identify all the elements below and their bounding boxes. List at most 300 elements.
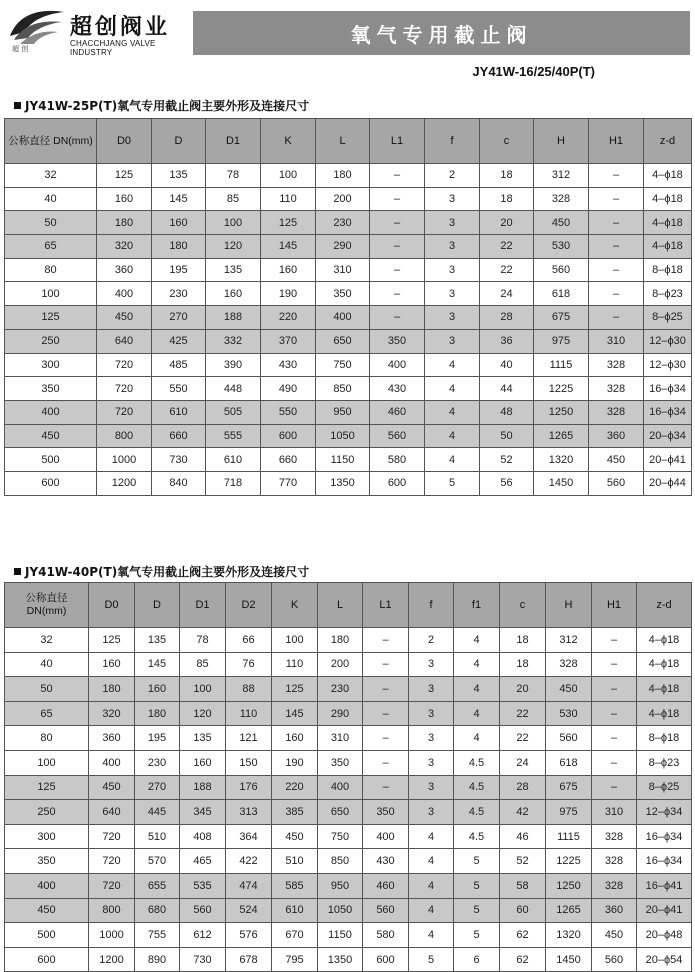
table-cell: 180 <box>135 701 180 726</box>
table-cell: 40 <box>5 187 97 211</box>
table-cell: – <box>592 775 637 800</box>
table1-title-row <box>14 97 309 114</box>
table-cell: 5 <box>454 898 500 923</box>
table-cell: – <box>370 282 425 306</box>
table-cell: 422 <box>226 849 272 874</box>
table-cell: 450 <box>589 448 644 472</box>
table-cell: 450 <box>592 923 637 948</box>
table-cell: 670 <box>272 923 318 948</box>
table-cell: 610 <box>152 400 206 424</box>
table-cell: 125 <box>5 775 89 800</box>
column-header: L <box>316 119 370 164</box>
table-cell: 50 <box>5 211 97 235</box>
table-cell: 680 <box>135 898 180 923</box>
column-header: z-d <box>644 119 692 164</box>
table-cell: 3 <box>409 800 454 825</box>
table-cell: 20–ϕ54 <box>637 947 692 972</box>
table-cell: 24 <box>480 282 534 306</box>
table-cell: 795 <box>272 947 318 972</box>
table-cell: 28 <box>500 775 546 800</box>
table-cell: 1320 <box>534 448 589 472</box>
table-cell: 3 <box>409 652 454 677</box>
table-cell: 190 <box>272 750 318 775</box>
table-cell: 100 <box>180 677 226 702</box>
table-cell: 160 <box>180 750 226 775</box>
table-cell: 230 <box>316 211 370 235</box>
table-cell: 510 <box>272 849 318 874</box>
table-row <box>5 424 692 448</box>
table-cell: 22 <box>500 701 546 726</box>
table-cell: 1150 <box>316 448 370 472</box>
table-cell: 1000 <box>89 923 135 948</box>
table-cell: 4 <box>454 652 500 677</box>
table-cell: 3 <box>409 750 454 775</box>
table-cell: 400 <box>370 353 425 377</box>
table-cell: 450 <box>89 775 135 800</box>
table-cell: – <box>592 701 637 726</box>
column-header: H1 <box>592 583 637 628</box>
table-cell: – <box>592 726 637 751</box>
table-cell: 8–ϕ25 <box>644 306 692 330</box>
table-cell: 4–ϕ18 <box>637 677 692 702</box>
table-cell: 4 <box>454 701 500 726</box>
table-cell: 718 <box>206 471 261 495</box>
table-header-row <box>5 583 692 628</box>
table-cell: 20–ϕ41 <box>644 448 692 472</box>
table-cell: 1265 <box>534 424 589 448</box>
table-cell: 5 <box>425 471 480 495</box>
table-cell: 320 <box>89 701 135 726</box>
table-cell: 850 <box>316 377 370 401</box>
table-cell: – <box>589 306 644 330</box>
table-cell: 640 <box>89 800 135 825</box>
table-cell: – <box>589 211 644 235</box>
table-cell: 46 <box>500 824 546 849</box>
table-cell: – <box>592 750 637 775</box>
table-cell: 350 <box>316 282 370 306</box>
table-cell: 135 <box>206 258 261 282</box>
table-cell: 400 <box>5 400 97 424</box>
table-cell: 950 <box>318 873 363 898</box>
table-row <box>5 258 692 282</box>
table-cell: 85 <box>206 187 261 211</box>
table-cell: 450 <box>5 424 97 448</box>
table-cell: 600 <box>5 471 97 495</box>
table-cell: 328 <box>589 353 644 377</box>
table-cell: 100 <box>272 628 318 653</box>
table-cell: 360 <box>89 726 135 751</box>
table-cell: 400 <box>318 775 363 800</box>
table-cell: 328 <box>592 824 637 849</box>
table-cell: 18 <box>500 652 546 677</box>
table-cell: 560 <box>546 726 592 751</box>
table-cell: 570 <box>135 849 180 874</box>
table-cell: 328 <box>534 187 589 211</box>
table-cell: 1250 <box>546 873 592 898</box>
table-cell: 65 <box>5 701 89 726</box>
table-cell: 20 <box>480 211 534 235</box>
table-cell: 430 <box>370 377 425 401</box>
table-cell: 408 <box>180 824 226 849</box>
dimension-table-40p <box>4 582 692 972</box>
table-cell: 975 <box>546 800 592 825</box>
table-cell: 550 <box>261 400 316 424</box>
column-header: L <box>318 583 363 628</box>
table-cell: 560 <box>363 898 409 923</box>
table-cell: 4 <box>409 824 454 849</box>
table-cell: 85 <box>180 652 226 677</box>
table-cell: 6 <box>454 947 500 972</box>
table-cell: 530 <box>546 701 592 726</box>
column-header: c <box>500 583 546 628</box>
table-cell: 44 <box>480 377 534 401</box>
table-cell: 730 <box>180 947 226 972</box>
table-cell: 80 <box>5 258 97 282</box>
table-cell: 125 <box>261 211 316 235</box>
table-cell: 220 <box>261 306 316 330</box>
table-cell: 32 <box>5 628 89 653</box>
table-cell: 135 <box>152 164 206 188</box>
table-cell: 720 <box>89 849 135 874</box>
table-cell: 1225 <box>534 377 589 401</box>
table-cell: – <box>589 235 644 259</box>
table-cell: 121 <box>226 726 272 751</box>
table-cell: 1450 <box>534 471 589 495</box>
table-cell: 370 <box>261 329 316 353</box>
table-cell: 160 <box>97 187 152 211</box>
table-row <box>5 211 692 235</box>
table-cell: 675 <box>534 306 589 330</box>
table-cell: 448 <box>206 377 261 401</box>
table-cell: 312 <box>546 628 592 653</box>
table-cell: 160 <box>152 211 206 235</box>
table-cell: – <box>370 164 425 188</box>
table-cell: 660 <box>152 424 206 448</box>
column-header: H <box>546 583 592 628</box>
table-cell: 4 <box>425 400 480 424</box>
table-cell: 840 <box>152 471 206 495</box>
table-cell: 145 <box>152 187 206 211</box>
table-cell: 364 <box>226 824 272 849</box>
table-cell: 8–ϕ18 <box>637 726 692 751</box>
column-header: D1 <box>206 119 261 164</box>
column-header: L1 <box>363 583 409 628</box>
table-cell: 145 <box>261 235 316 259</box>
table-cell: 4 <box>425 448 480 472</box>
table-cell: 120 <box>206 235 261 259</box>
table-row <box>5 947 692 972</box>
table-cell: 2 <box>425 164 480 188</box>
column-header: L1 <box>370 119 425 164</box>
table-cell: 4–ϕ18 <box>644 211 692 235</box>
table-row <box>5 824 692 849</box>
table-cell: 18 <box>500 628 546 653</box>
table-cell: 576 <box>226 923 272 948</box>
table-cell: 535 <box>180 873 226 898</box>
table-cell: 655 <box>135 873 180 898</box>
table-cell: 50 <box>480 424 534 448</box>
table-cell: 332 <box>206 329 261 353</box>
table-cell: 660 <box>261 448 316 472</box>
table-cell: 650 <box>316 329 370 353</box>
table-cell: 3 <box>409 775 454 800</box>
table-cell: – <box>589 164 644 188</box>
table-cell: 52 <box>480 448 534 472</box>
table-cell: – <box>363 628 409 653</box>
table-cell: 145 <box>272 701 318 726</box>
column-header: K <box>272 583 318 628</box>
table-row <box>5 677 692 702</box>
table-cell: 600 <box>5 947 89 972</box>
table-cell: 4.5 <box>454 750 500 775</box>
table-cell: 5 <box>454 923 500 948</box>
table-cell: 3 <box>425 306 480 330</box>
table-row <box>5 164 692 188</box>
table-cell: 145 <box>135 652 180 677</box>
table-cell: 1350 <box>316 471 370 495</box>
table-cell: 1450 <box>546 947 592 972</box>
table-cell: 4 <box>425 377 480 401</box>
table-cell: 135 <box>135 628 180 653</box>
table-cell: 400 <box>363 824 409 849</box>
table-cell: 450 <box>97 306 152 330</box>
table-cell: 120 <box>180 701 226 726</box>
table-cell: 618 <box>546 750 592 775</box>
column-header: D <box>135 583 180 628</box>
table-cell: 328 <box>592 873 637 898</box>
table-cell: 328 <box>589 400 644 424</box>
table-cell: 320 <box>97 235 152 259</box>
table-cell: 50 <box>5 677 89 702</box>
table-cell: 24 <box>500 750 546 775</box>
table-cell: 200 <box>316 187 370 211</box>
table-cell: 22 <box>480 258 534 282</box>
table-cell: – <box>363 701 409 726</box>
table-cell: 430 <box>363 849 409 874</box>
table-cell: 460 <box>363 873 409 898</box>
table-cell: 250 <box>5 329 97 353</box>
table-row <box>5 652 692 677</box>
table-cell: 560 <box>180 898 226 923</box>
table-cell: 524 <box>226 898 272 923</box>
table-cell: 618 <box>534 282 589 306</box>
table-cell: – <box>592 677 637 702</box>
table-cell: 160 <box>206 282 261 306</box>
logo-small-text: 超 创 <box>12 45 29 53</box>
table-cell: 20 <box>500 677 546 702</box>
table-cell: 110 <box>272 652 318 677</box>
table-cell: 48 <box>480 400 534 424</box>
table-cell: 1115 <box>546 824 592 849</box>
bullet-square-icon <box>14 102 21 109</box>
table-cell: 4 <box>454 726 500 751</box>
table-cell: – <box>370 187 425 211</box>
table-cell: – <box>589 282 644 306</box>
table-cell: 750 <box>316 353 370 377</box>
table-cell: 78 <box>206 164 261 188</box>
table-cell: 850 <box>318 849 363 874</box>
table-cell: 12–ϕ30 <box>644 353 692 377</box>
table-cell: 160 <box>89 652 135 677</box>
table-cell: 176 <box>226 775 272 800</box>
table-cell: 425 <box>152 329 206 353</box>
table-cell: 640 <box>97 329 152 353</box>
table-cell: 360 <box>589 424 644 448</box>
table-cell: 5 <box>409 947 454 972</box>
table-cell: 400 <box>5 873 89 898</box>
table-cell: 770 <box>261 471 316 495</box>
table-cell: 4 <box>409 849 454 874</box>
table-cell: 125 <box>5 306 97 330</box>
table-cell: 66 <box>226 628 272 653</box>
table-row <box>5 400 692 424</box>
table-cell: 110 <box>226 701 272 726</box>
table-cell: 560 <box>589 471 644 495</box>
table-cell: 490 <box>261 377 316 401</box>
table-cell: 300 <box>5 353 97 377</box>
column-header: 公称直径 DN(mm) <box>5 119 97 164</box>
table-row <box>5 628 692 653</box>
table-cell: 32 <box>5 164 97 188</box>
column-header: H <box>534 119 589 164</box>
table-cell: 8–ϕ23 <box>637 750 692 775</box>
table-cell: 28 <box>480 306 534 330</box>
column-header: H1 <box>589 119 644 164</box>
table-header-row <box>5 119 692 164</box>
table-row <box>5 306 692 330</box>
table-cell: 310 <box>316 258 370 282</box>
table-cell: 4–ϕ18 <box>644 235 692 259</box>
column-header: D0 <box>89 583 135 628</box>
table-row <box>5 923 692 948</box>
table-cell: 12–ϕ34 <box>637 800 692 825</box>
table-cell: 580 <box>370 448 425 472</box>
table-cell: 328 <box>592 849 637 874</box>
table-cell: – <box>363 726 409 751</box>
table-cell: 188 <box>206 306 261 330</box>
table-cell: 8–ϕ23 <box>644 282 692 306</box>
table-cell: 328 <box>589 377 644 401</box>
table-cell: 500 <box>5 448 97 472</box>
table-cell: 1200 <box>89 947 135 972</box>
table-cell: 88 <box>226 677 272 702</box>
table-cell: 40 <box>5 652 89 677</box>
table-row <box>5 800 692 825</box>
table-cell: 188 <box>180 775 226 800</box>
table-cell: – <box>363 677 409 702</box>
table-cell: 4 <box>409 898 454 923</box>
table-cell: 4–ϕ18 <box>637 628 692 653</box>
table-row <box>5 898 692 923</box>
table-cell: 950 <box>316 400 370 424</box>
table-cell: 16–ϕ34 <box>637 824 692 849</box>
column-header: f <box>409 583 454 628</box>
table-cell: 16–ϕ34 <box>644 400 692 424</box>
table2-title-row <box>14 563 309 580</box>
table-row <box>5 377 692 401</box>
table-cell: 4–ϕ18 <box>637 701 692 726</box>
table-cell: 350 <box>363 800 409 825</box>
table-cell: 4 <box>425 353 480 377</box>
table-cell: 310 <box>589 329 644 353</box>
table-cell: 750 <box>318 824 363 849</box>
table-cell: 600 <box>261 424 316 448</box>
table-cell: 3 <box>425 282 480 306</box>
table-cell: – <box>370 306 425 330</box>
table-row <box>5 235 692 259</box>
table-cell: 22 <box>500 726 546 751</box>
table-cell: 460 <box>370 400 425 424</box>
table-cell: 313 <box>226 800 272 825</box>
table-cell: 675 <box>546 775 592 800</box>
table-cell: 350 <box>5 377 97 401</box>
table-cell: 450 <box>546 677 592 702</box>
table-cell: 730 <box>152 448 206 472</box>
table-cell: 1115 <box>534 353 589 377</box>
table-cell: 400 <box>316 306 370 330</box>
table-cell: 125 <box>272 677 318 702</box>
table-cell: 350 <box>318 750 363 775</box>
table-cell: 560 <box>370 424 425 448</box>
table-cell: 720 <box>89 873 135 898</box>
table-cell: 5 <box>454 873 500 898</box>
table-cell: 610 <box>272 898 318 923</box>
table-cell: 465 <box>180 849 226 874</box>
table1-title: JY41W-25P(T)氧气专用截止阀主要外形及连接尺寸 <box>25 99 310 113</box>
table-cell: 4 <box>425 424 480 448</box>
table-cell: 1150 <box>318 923 363 948</box>
table-row <box>5 353 692 377</box>
table-cell: 3 <box>409 677 454 702</box>
table-cell: – <box>363 750 409 775</box>
table-cell: 3 <box>409 701 454 726</box>
table-cell: 360 <box>97 258 152 282</box>
table-cell: 220 <box>272 775 318 800</box>
table-cell: 485 <box>152 353 206 377</box>
column-header: D1 <box>180 583 226 628</box>
table-cell: 510 <box>135 824 180 849</box>
table-cell: 4–ϕ18 <box>644 187 692 211</box>
table-cell: 52 <box>500 849 546 874</box>
table-cell: 310 <box>592 800 637 825</box>
table-cell: 345 <box>180 800 226 825</box>
table-cell: 20–ϕ34 <box>644 424 692 448</box>
table-cell: 400 <box>89 750 135 775</box>
table-cell: 250 <box>5 800 89 825</box>
table-cell: 65 <box>5 235 97 259</box>
table-cell: 40 <box>480 353 534 377</box>
table-cell: 1320 <box>546 923 592 948</box>
table-cell: 195 <box>152 258 206 282</box>
table-cell: 22 <box>480 235 534 259</box>
table-cell: 4 <box>409 873 454 898</box>
table-cell: 230 <box>152 282 206 306</box>
table-cell: 42 <box>500 800 546 825</box>
table-cell: – <box>589 187 644 211</box>
table-cell: 550 <box>152 377 206 401</box>
table-cell: 1000 <box>97 448 152 472</box>
table-cell: 350 <box>370 329 425 353</box>
table-cell: 18 <box>480 187 534 211</box>
table-cell: – <box>370 258 425 282</box>
table-cell: 150 <box>226 750 272 775</box>
dimension-table-25p <box>4 118 692 496</box>
table-cell: 1250 <box>534 400 589 424</box>
table-cell: 1050 <box>316 424 370 448</box>
column-header: c <box>480 119 534 164</box>
table-cell: 1265 <box>546 898 592 923</box>
table-cell: – <box>592 628 637 653</box>
